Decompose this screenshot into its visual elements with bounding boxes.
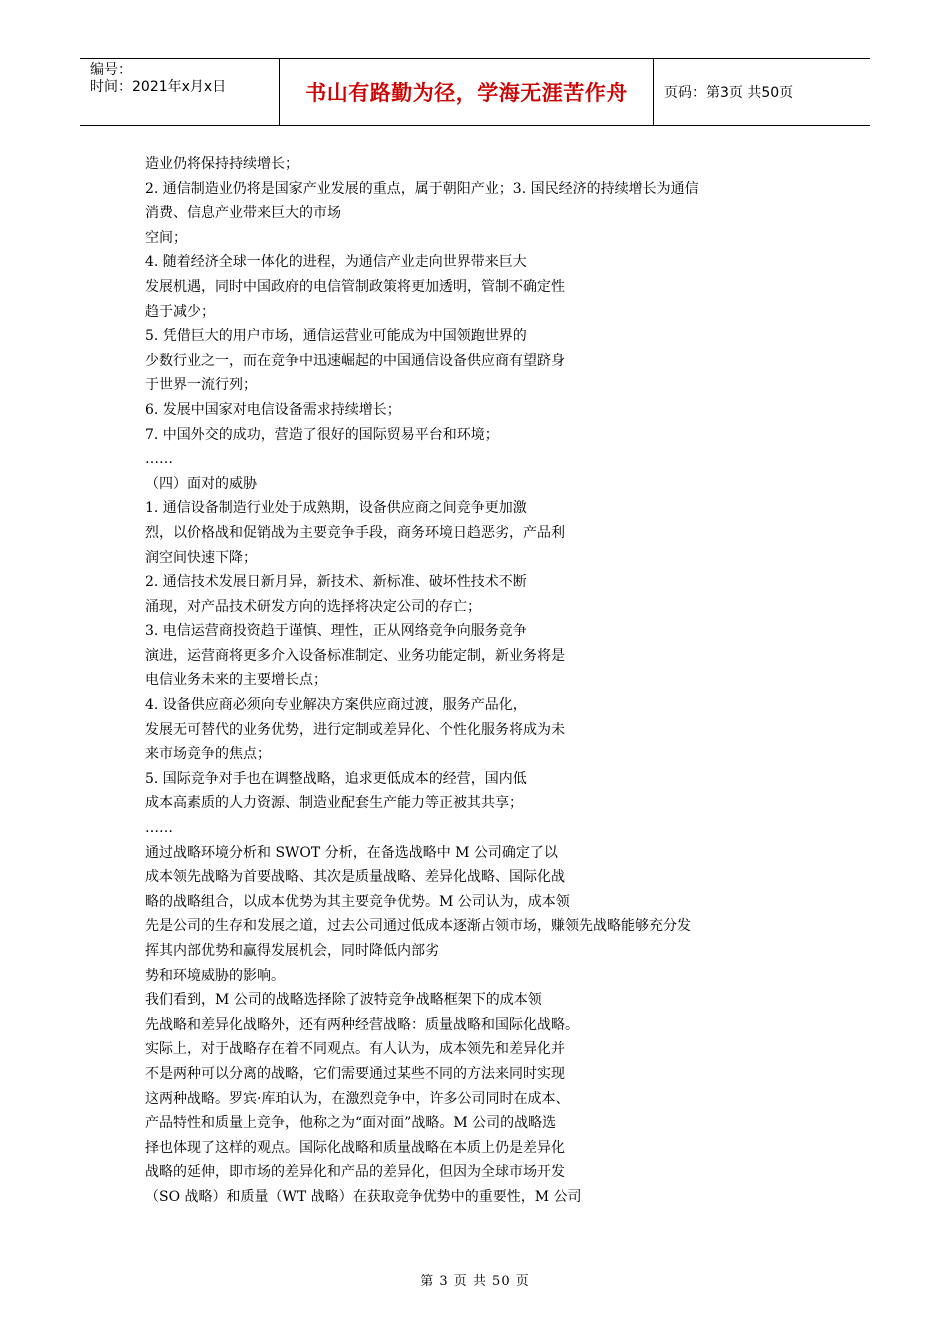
body-line: 成本领先战略为首要战略、其次是质量战略、差异化战略、国际化战 xyxy=(145,869,565,886)
body-line: 2. 通信制造业仍将是国家产业发展的重点，属于朝阳产业；3. 国民经济的持续增长为通信 xyxy=(145,180,699,197)
page-header xyxy=(80,58,870,126)
body-line: 发展机遇，同时中国政府的电信管制政策将更加透明，管制不确定性 xyxy=(145,278,565,295)
body-line: 6. 发展中国家对电信设备需求持续增长； xyxy=(145,401,401,418)
body-line: 2. 通信技术发展日新月异，新技术、新标准、破坏性技术不断 xyxy=(145,574,527,591)
body-line: 5. 国际竞争对手也在调整战略，追求更低成本的经营，国内低 xyxy=(145,770,527,787)
body-line: 少数行业之一，而在竞争中迅速崛起的中国通信设备供应商有望跻身 xyxy=(145,352,565,369)
body-line: 涌现，对产品技术研发方向的选择将决定公司的存亡； xyxy=(145,598,481,615)
body-line: 势和环境威胁的影响。 xyxy=(145,967,285,984)
body-line: 发展无可替代的业务优势，进行定制或差异化、个性化服务将成为未 xyxy=(145,721,565,738)
body-line: 消费、信息产业带来巨大的市场 xyxy=(145,205,341,222)
body-line: 4. 随着经济全球一体化的进程，为通信产业走向世界带来巨大 xyxy=(145,254,527,271)
body-line: 先是公司的生存和发展之道，过去公司通过低成本逐渐占领市场，赚领先战略能够充分发 xyxy=(145,918,691,935)
body-line: 挥其内部优势和赢得发展机会，同时降低内部劣 xyxy=(145,943,439,959)
body-line: 这两种战略。罗宾·库珀认为，在激烈竞争中，许多公司同时在成本、 xyxy=(145,1090,570,1107)
body-line: （四）面对的威胁 xyxy=(145,475,257,492)
body-line: 润空间快速下降； xyxy=(145,549,257,566)
body-line: 先战略和差异化战略外，还有两种经营战略：质量战略和国际化战略。 xyxy=(145,1016,579,1033)
body-line: 3. 电信运营商投资趋于谨慎、理性，正从网络竞争向服务竞争 xyxy=(145,623,527,640)
body-line: …… xyxy=(145,820,173,837)
body-line: 产品特性和质量上竞争，他称之为“面对面”战略。M 公司的战略选 xyxy=(145,1115,557,1132)
document-time: 时间：2021年x月x日 xyxy=(90,79,227,95)
body-line: 略的战略组合，以成本优势为其主要竞争优势。M 公司认为，成本领 xyxy=(145,893,570,910)
body-line: 趋于减少； xyxy=(145,303,215,320)
body-line: （SO 战略）和质量（WT 战略）在获取竞争优势中的重要性，M 公司 xyxy=(145,1188,582,1205)
body-line: 择也体现了这样的观点。国际化战略和质量战略在本质上仍是差异化 xyxy=(145,1139,565,1156)
page-footer: 第 3 页 共 50 页 xyxy=(420,1274,530,1289)
body-line: 实际上，对于战略存在着不同观点。有人认为，成本领先和差异化并 xyxy=(145,1041,565,1058)
body-line: 4. 设备供应商必须向专业解决方案供应商过渡，服务产品化， xyxy=(145,697,527,714)
body-line: 成本高素质的人力资源、制造业配套生产能力等正被其共享； xyxy=(145,795,523,812)
body-line: 5. 凭借巨大的用户市场，通信运营业可能成为中国领跑世界的 xyxy=(145,328,527,345)
body-line: …… xyxy=(145,451,173,468)
body-line: 战略的延伸，即市场的差异化和产品的差异化，但因为全球市场开发 xyxy=(145,1164,565,1181)
header-meta xyxy=(80,59,280,125)
body-line: 1. 通信设备制造行业处于成熟期，设备供应商之间竞争更加激 xyxy=(145,500,527,517)
body-line: 我们看到，M 公司的战略选择除了波特竞争战略框架下的成本领 xyxy=(145,992,542,1009)
body-line: 7. 中国外交的成功，营造了很好的国际贸易平台和环境； xyxy=(145,426,499,443)
body-line: 造业仍将保持持续增长； xyxy=(145,156,299,172)
body-line: 不是两种可以分离的战略，它们需要通过某些不同的方法来同时实现 xyxy=(145,1065,565,1082)
body-line: 空间； xyxy=(145,229,187,246)
header-motto: 书山有路勤为径，学海无涯苦作舟 xyxy=(280,59,654,125)
document-number: 编号： xyxy=(90,62,132,78)
body-line: 通过战略环境分析和 SWOT 分析，在备选战略中 M 公司确定了以 xyxy=(145,844,558,861)
body-line: 于世界一流行列； xyxy=(145,377,257,394)
body-line: 演进，运营商将更多介入设备标准制定、业务功能定制，新业务将是 xyxy=(145,647,565,664)
body-line: 来市场竞争的焦点； xyxy=(145,746,271,763)
body-line: 烈，以价格战和促销战为主要竞争手段，商务环境日趋恶劣，产品利 xyxy=(145,524,565,541)
body-line: 电信业务未来的主要增长点； xyxy=(145,672,327,689)
document-body xyxy=(145,152,835,1210)
header-page-number: 页码：第3页 共50页 xyxy=(664,85,794,101)
